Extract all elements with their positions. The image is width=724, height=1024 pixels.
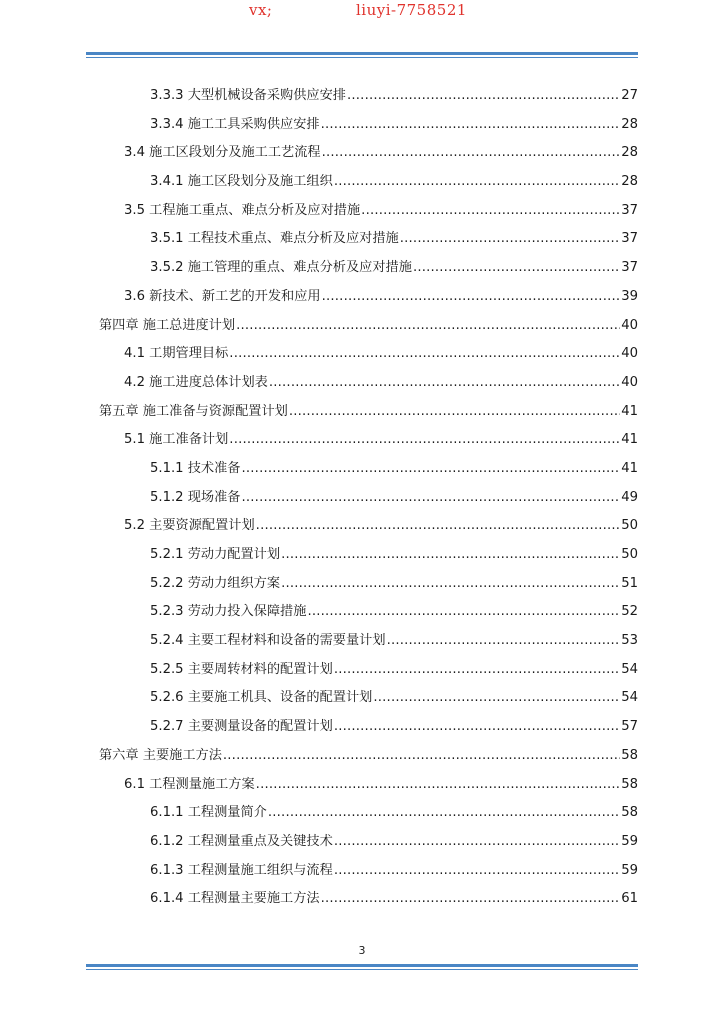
toc-entry-page: 27 (621, 88, 638, 103)
toc-dot-leader (334, 713, 620, 742)
toc-entry[interactable] (0, 312, 724, 341)
toc-dot-leader (281, 570, 620, 599)
toc-entry-title: 5.2.6 主要施工机具、设备的配置计划 (150, 690, 373, 706)
toc-entry-page: 37 (621, 231, 638, 247)
toc-entry[interactable] (0, 426, 724, 455)
toc-entry[interactable] (0, 111, 724, 140)
toc-entry[interactable] (0, 598, 724, 627)
toc-entry-page: 41 (621, 403, 638, 419)
toc-dot-leader (307, 598, 620, 627)
toc-dot-leader (322, 139, 621, 168)
toc-entry[interactable] (0, 742, 724, 771)
toc-entry-title: 第四章 施工总进度计划 (99, 317, 236, 333)
toc-entry[interactable] (0, 541, 724, 570)
toc-entry-page: 28 (621, 174, 638, 190)
toc-entry-title: 5.1 施工准备计划 (124, 432, 229, 448)
toc-entry-title: 第五章 施工准备与资源配置计划 (99, 403, 288, 419)
toc-entry-title: 5.1.1 技术准备 (150, 460, 241, 476)
toc-entry-page: 39 (621, 288, 638, 304)
toc-entry[interactable] (0, 684, 724, 713)
toc-entry[interactable] (0, 484, 724, 513)
toc-dot-leader (334, 857, 620, 886)
page-number: 3 (358, 944, 366, 957)
toc-entry-page: 40 (621, 374, 638, 390)
toc-dot-leader (373, 684, 620, 713)
toc-entry-title: 4.1 工期管理目标 (124, 346, 229, 362)
toc-dot-leader (387, 627, 621, 656)
toc-entry-page: 37 (621, 260, 638, 276)
toc-entry-page: 37 (621, 202, 638, 218)
toc-entry-page: 59 (621, 833, 638, 849)
watermark-right: liuyi-7758521 (356, 1, 467, 19)
toc-dot-leader (334, 168, 620, 197)
toc-entry-title: 3.5 工程施工重点、难点分析及应对措施 (124, 202, 361, 218)
toc-entry-title: 3.3.3 大型机械设备采购供应安排 (150, 88, 346, 103)
toc-entry-title: 5.2.1 劳动力配置计划 (150, 547, 281, 562)
toc-entry-title: 5.2.4 主要工程材料和设备的需要量计划 (150, 633, 386, 649)
toc-entry-title: 3.6 新技术、新工艺的开发和应用 (124, 288, 321, 304)
toc-entry[interactable] (0, 570, 724, 599)
toc-entry-page: 54 (621, 690, 638, 706)
toc-dot-leader (268, 799, 620, 828)
toc-dot-leader (256, 512, 621, 541)
toc-entry[interactable] (0, 512, 724, 541)
toc-entry[interactable] (0, 139, 724, 168)
toc-entry[interactable] (0, 254, 724, 283)
toc-entry-page: 50 (621, 547, 638, 562)
table-of-contents (0, 82, 724, 914)
toc-entry-page: 50 (621, 518, 638, 534)
toc-dot-leader (223, 742, 620, 771)
toc-entry-title: 5.2.7 主要测量设备的配置计划 (150, 719, 333, 735)
toc-entry-page: 58 (621, 805, 638, 821)
toc-entry-title: 6.1.2 工程测量重点及关键技术 (150, 833, 333, 849)
toc-dot-leader (321, 111, 621, 140)
toc-dot-leader (334, 828, 620, 857)
toc-entry-page: 49 (621, 489, 638, 505)
toc-dot-leader (400, 225, 620, 254)
toc-entry-page: 41 (621, 432, 638, 448)
toc-entry[interactable] (0, 369, 724, 398)
toc-entry-page: 28 (621, 145, 638, 161)
toc-entry[interactable] (0, 398, 724, 427)
watermark-left: vx; (249, 1, 273, 19)
toc-dot-leader (242, 455, 621, 484)
toc-entry-page: 40 (621, 317, 638, 333)
watermark (0, 0, 724, 22)
toc-dot-leader (281, 541, 620, 570)
toc-dot-leader (321, 885, 621, 914)
toc-entry-page: 54 (621, 661, 638, 677)
toc-entry[interactable] (0, 828, 724, 857)
toc-entry-title: 6.1.4 工程测量主要施工方法 (150, 891, 320, 907)
toc-entry[interactable] (0, 340, 724, 369)
toc-entry-page: 58 (621, 776, 638, 792)
header-divider (86, 52, 638, 58)
toc-entry-title: 第六章 主要施工方法 (99, 747, 222, 763)
toc-dot-leader (256, 771, 621, 800)
toc-entry-page: 53 (621, 633, 638, 649)
toc-dot-leader (242, 484, 621, 513)
toc-entry[interactable] (0, 627, 724, 656)
toc-entry[interactable] (0, 857, 724, 886)
toc-entry-title: 6.1 工程测量施工方案 (124, 776, 255, 792)
toc-dot-leader (269, 369, 620, 398)
toc-entry-title: 5.2 主要资源配置计划 (124, 518, 255, 534)
toc-dot-leader (289, 398, 620, 427)
toc-entry-title: 5.2.3 劳动力投入保障措施 (150, 604, 307, 620)
toc-dot-leader (229, 426, 620, 455)
toc-entry[interactable] (0, 656, 724, 685)
toc-entry-title: 5.2.5 主要周转材料的配置计划 (150, 661, 333, 677)
toc-entry-title: 4.2 施工进度总体计划表 (124, 374, 268, 390)
toc-entry-page: 52 (621, 604, 638, 620)
toc-entry-page: 57 (621, 719, 638, 735)
toc-entry-title: 3.5.1 工程技术重点、难点分析及应对措施 (150, 231, 399, 247)
toc-entry-page: 40 (621, 346, 638, 362)
toc-dot-leader (334, 656, 620, 685)
toc-entry-title: 3.4 施工区段划分及施工工艺流程 (124, 145, 321, 161)
toc-entry[interactable] (0, 799, 724, 828)
toc-entry-page: 61 (621, 891, 638, 907)
toc-dot-leader (229, 340, 620, 369)
toc-entry-page: 59 (621, 862, 638, 878)
toc-dot-leader (236, 312, 620, 341)
toc-dot-leader (413, 254, 620, 283)
toc-entry-title: 5.1.2 现场准备 (150, 489, 241, 505)
toc-entry[interactable] (0, 82, 724, 111)
footer-divider (86, 964, 638, 970)
toc-entry-page: 28 (621, 116, 638, 132)
toc-entry[interactable] (0, 713, 724, 742)
toc-entry[interactable] (0, 455, 724, 484)
toc-entry-title: 3.3.4 施工工具采购供应安排 (150, 116, 320, 132)
toc-dot-leader (347, 82, 620, 111)
toc-entry-page: 58 (621, 747, 638, 763)
toc-entry[interactable] (0, 885, 724, 914)
toc-entry[interactable] (0, 168, 724, 197)
toc-entry-page: 41 (621, 460, 638, 476)
toc-entry-title: 3.4.1 施工区段划分及施工组织 (150, 174, 333, 190)
toc-entry[interactable] (0, 225, 724, 254)
toc-entry[interactable] (0, 197, 724, 226)
toc-entry-title: 6.1.3 工程测量施工组织与流程 (150, 862, 333, 878)
toc-entry-title: 6.1.1 工程测量简介 (150, 805, 267, 821)
toc-entry[interactable] (0, 771, 724, 800)
toc-dot-leader (322, 283, 621, 312)
toc-dot-leader (361, 197, 620, 226)
toc-entry-title: 3.5.2 施工管理的重点、难点分析及应对措施 (150, 260, 412, 276)
toc-entry-title: 5.2.2 劳动力组织方案 (150, 575, 281, 591)
toc-entry[interactable] (0, 283, 724, 312)
toc-entry-page: 51 (621, 575, 638, 591)
